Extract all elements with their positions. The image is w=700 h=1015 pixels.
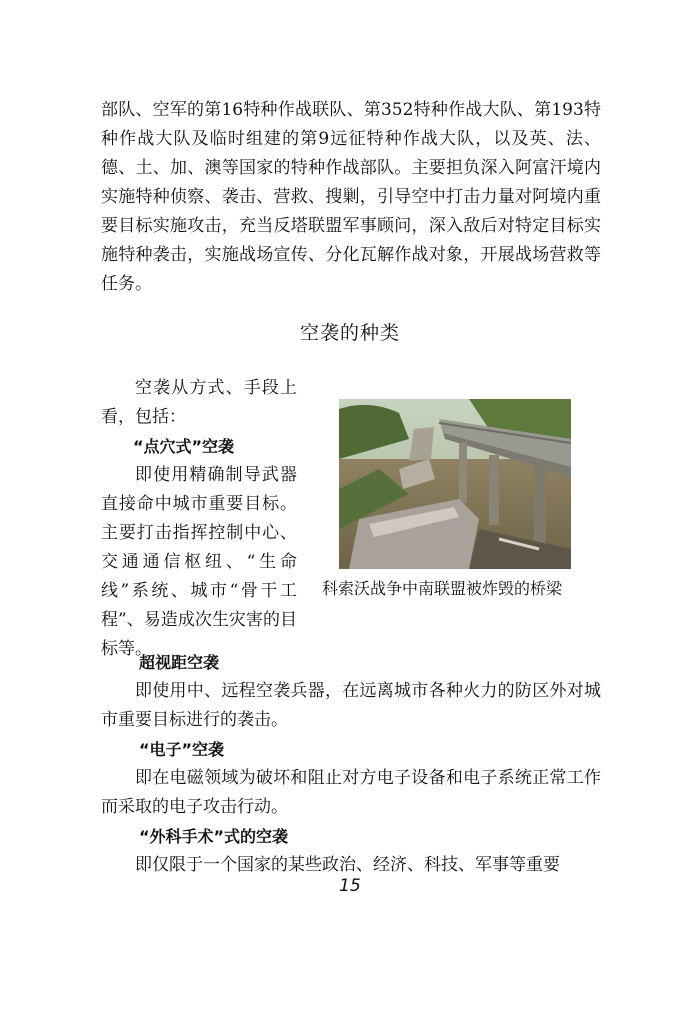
lead-paragraph: 空袭从方式、手段上看，包括： <box>101 378 297 427</box>
item-heading-surgical: “外科手术”式的空袭 <box>139 827 289 846</box>
item-body-electronic: 即在电磁领域为破坏和阻止对方电子设备和电子系统正常工作而采取的电子攻击行动。 <box>101 768 601 817</box>
item-body-precision: 即使用精确制导武器直接命中城市重要目标。主要打击指挥控制中心、交通通信枢纽、“生命线”系统、城市“骨干工程”、易造成次生灾害的目标等。 <box>101 465 297 659</box>
page-number: 15 <box>339 876 361 896</box>
item-heading-electronic: “电子”空袭 <box>139 740 225 759</box>
left-column <box>101 374 297 664</box>
item-body-surgical: 即仅限于一个国家的某些政治、经济、科技、军事等重要 <box>135 855 560 875</box>
item-heading-bvr: 超视距空袭 <box>139 653 220 672</box>
remaining-items <box>101 648 601 880</box>
item-heading-precision: “点穴式”空袭 <box>133 437 235 456</box>
intro-paragraph: 部队、空军的第16特种作战联队、第352特种作战大队、第193特种作战大队及临时组建的第9远征特种作战大队，以及英、法、德、土、加、澳等国家的特种作战部队。主要担负深入阿富汗境内实施特种侦察、袭击、营救、搜剿，引导空中打击力量对阿境内重要目标实施攻击，充当反塔联盟军事顾问，深入敌后对特定目标实施特种袭击，实施战场宣传、分化瓦解作战对象，开展战场营救等任务。 <box>101 100 601 294</box>
figure-caption: 科索沃战争中南联盟被炸毁的桥梁 <box>322 579 563 598</box>
section-title: 空袭的种类 <box>299 322 400 344</box>
bridge-photo <box>339 399 571 569</box>
destroyed-bridge-image <box>339 399 571 569</box>
item-body-bvr: 即使用中、远程空袭兵器，在远离城市各种火力的防区外对城市重要目标进行的袭击。 <box>101 681 601 730</box>
